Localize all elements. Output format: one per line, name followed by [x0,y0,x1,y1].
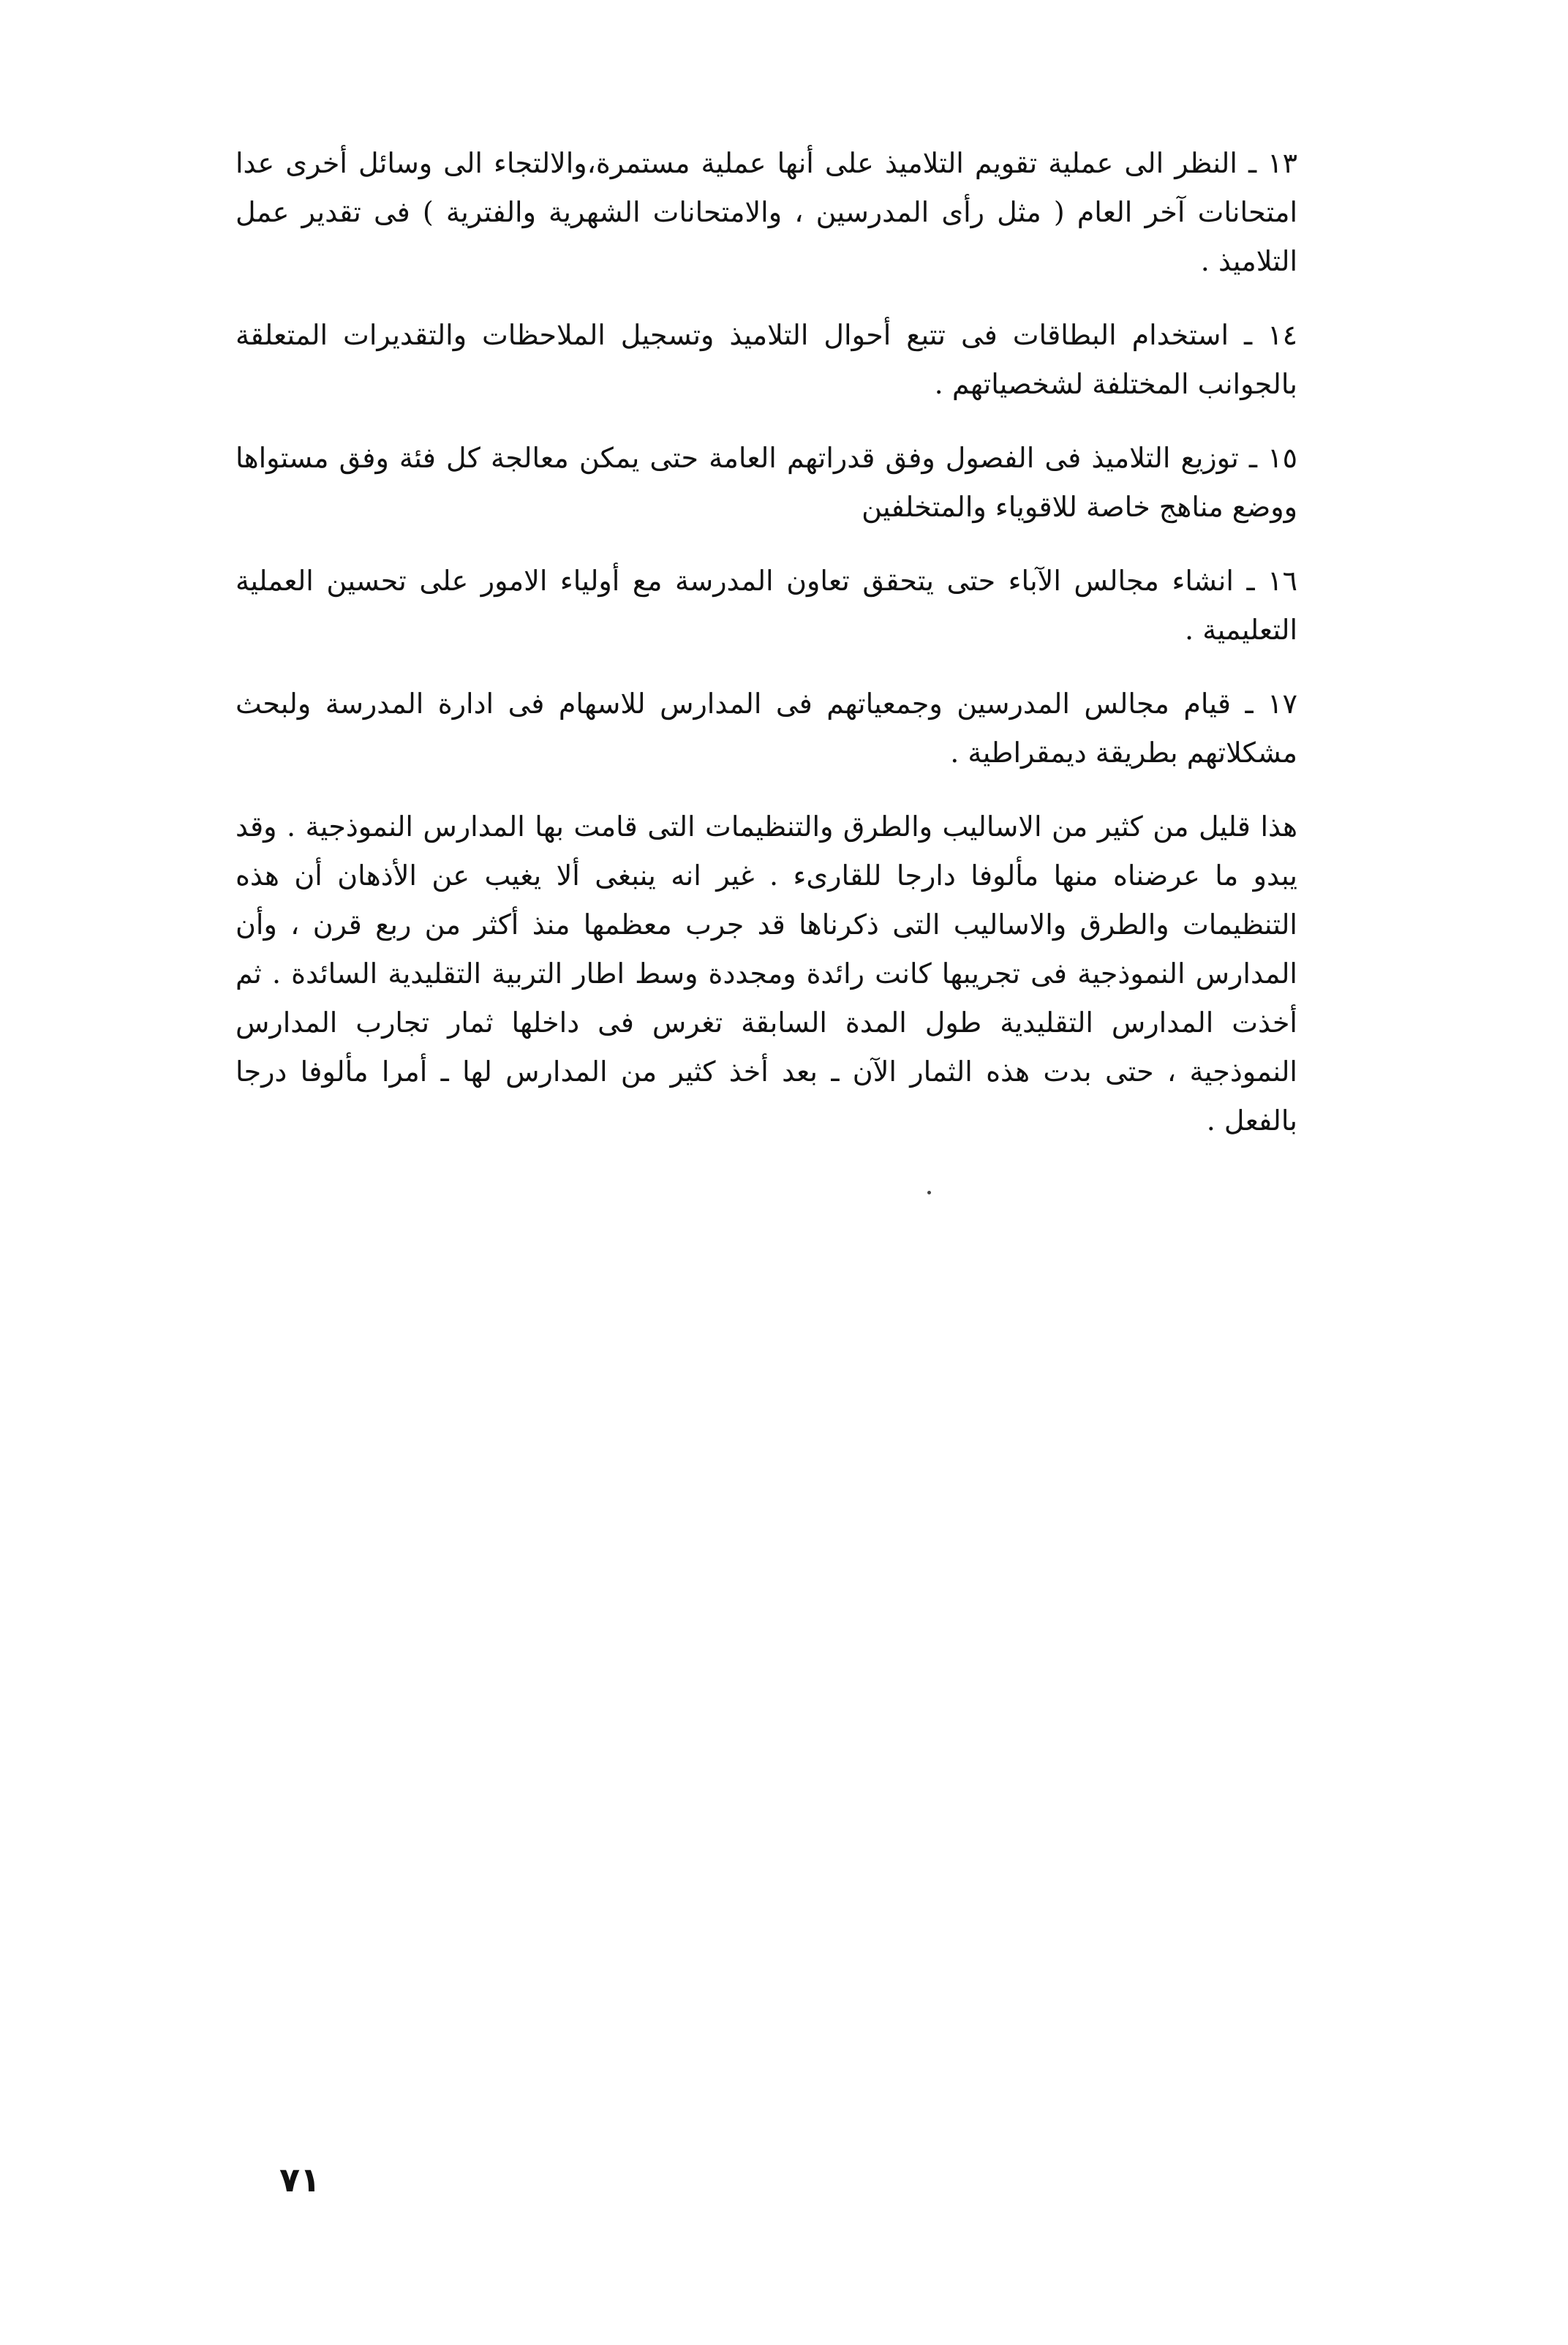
list-item-13 [235,139,1297,286]
list-item-14 [235,311,1297,409]
item-number: ١٦ [1267,565,1297,597]
item-number: ١٤ [1267,319,1297,351]
item-number: ١٣ [1267,147,1297,179]
page-text [235,139,1297,1145]
item-text: ـ النظر الى عملية تقويم التلاميذ على أنها عملية مستمرة،والالتجاء الى وسائل أخرى عدا امتحانات آخر العام ( مثل رأى المدرسين ، والامتحانات الشهرية والفترية ) فى تقدير عمل التلاميذ . [235,147,1297,277]
list-item-15 [235,434,1297,532]
item-text: ـ انشاء مجالس الآباء حتى يتحقق تعاون المدرسة مع أولياء الامور على تحسين العملية التعليمية . [235,565,1297,646]
page-number: ٧١ [279,2160,321,2199]
item-text: ـ استخدام البطاقات فى تتبع أحوال التلاميذ وتسجيل الملاحظات والتقديرات المتعلقة بالجوانب المختلفة لشخصياتهم . [235,319,1297,400]
closing-paragraph: هذا قليل من كثير من الاساليب والطرق والتنظيمات التى قامت بها المدارس النموذجية . وقد يبدو ما عرضناه منها مألوفا دارجا للقارىء . غير انه ينبغى ألا يغيب عن الأذهان أن هذه التنظيمات والطرق والاساليب التى ذكرناها قد جرب معظمها منذ أكثر من ربع قرن ، وأن المدارس النموذجية فى تجريبها كانت رائدة ومجددة وسط اطار التربية التقليدية السائدة . ثم أخذت المدارس التقليدية طول المدة السابقة تغرس فى داخلها ثمار تجارب المدارس النموذجية ، حتى بدت هذه الثمار الآن ـ بعد أخذ كثير من المدارس لها ـ أمرا مألوفا درجا بالفعل . [235,810,1297,1137]
stray-dot-mark [927,1191,931,1194]
list-item-17 [235,680,1297,778]
item-number: ١٧ [1267,688,1297,720]
item-text: ـ توزيع التلاميذ فى الفصول وفق قدراتهم العامة حتى يمكن معالجة كل فئة وفق مستواها ووضع مناهج خاصة للاقوياء والمتخلفين [235,442,1297,523]
list-item-16 [235,557,1297,655]
item-text: ـ قيام مجالس المدرسين وجمعياتهم فى المدارس للاسهام فى ادارة المدرسة ولبحث مشكلاتهم بطريقة ديمقراطية . [235,688,1297,769]
item-number: ١٥ [1267,442,1297,474]
